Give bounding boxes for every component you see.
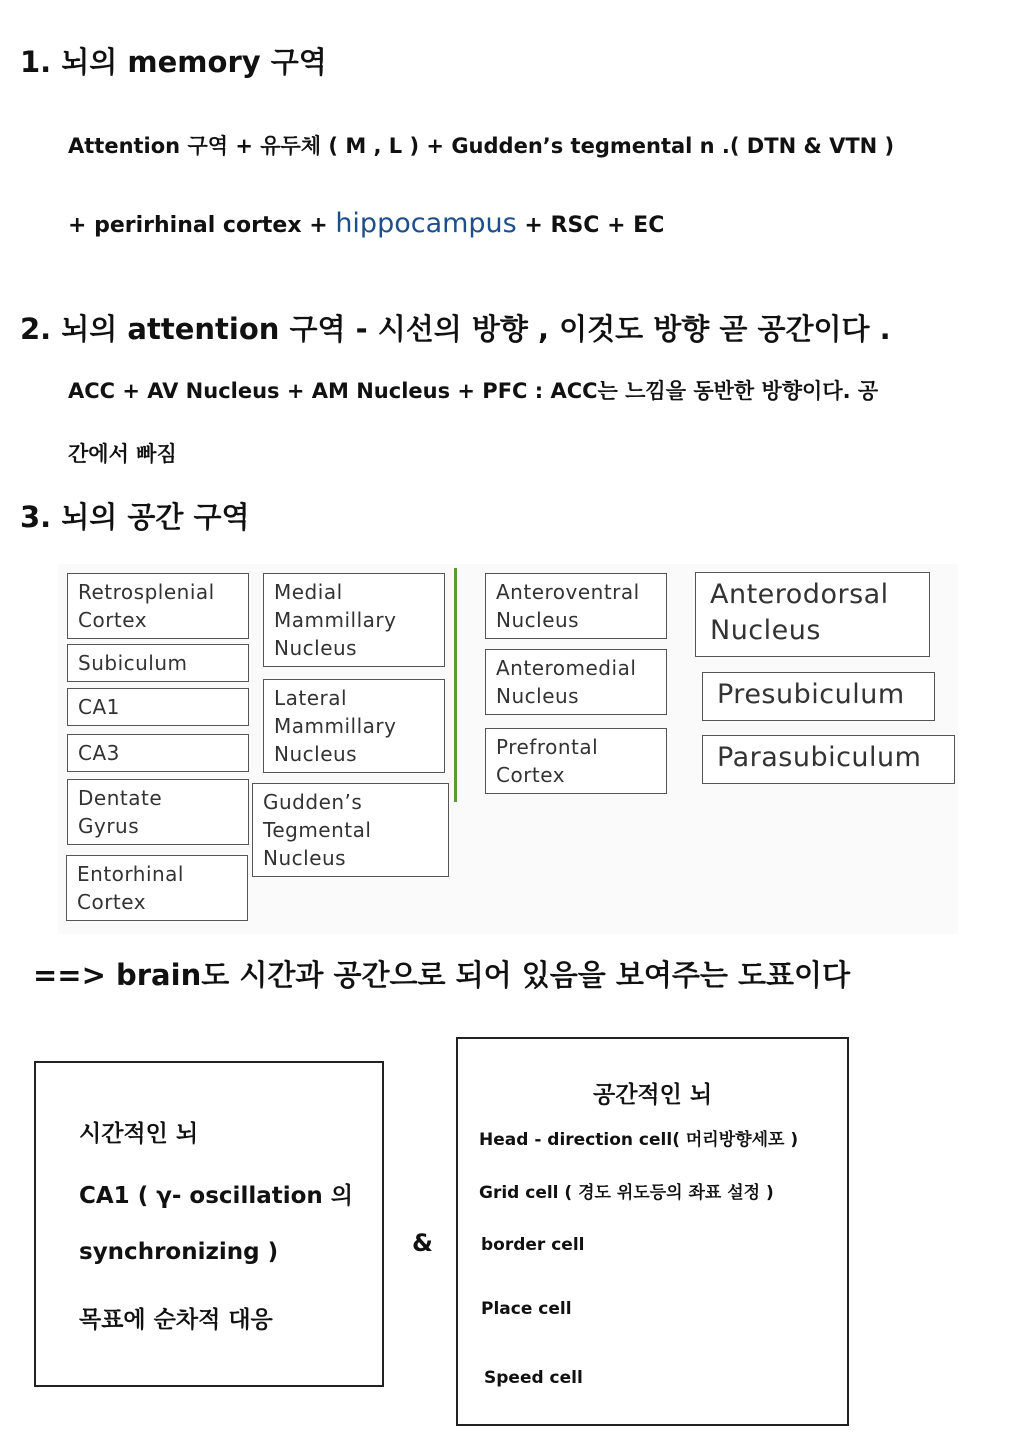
section1-line2-prefix: + perirhinal cortex + xyxy=(68,213,328,238)
box-lateral-mammillary-nucleus: Lateral Mammillary Nucleus xyxy=(263,679,445,773)
conclusion-text: ==> brain도 시간과 공간으로 되어 있음을 보여주는 도표이다 xyxy=(33,958,851,992)
spatial-item-grid-cell: Grid cell ( 경도 위도등의 좌표 설정 ) xyxy=(479,1183,774,1203)
section3-heading: 3. 뇌의 공간 구역 xyxy=(20,500,250,534)
temporal-brain-line2: synchronizing ) xyxy=(79,1239,279,1265)
section1-line2-suffix: + RSC + EC xyxy=(524,213,665,238)
spatial-brain-title: 공간적인 뇌 xyxy=(593,1082,713,1108)
box-anteroventral-nucleus: Anteroventral Nucleus xyxy=(485,573,667,639)
box-guddens-tegmental-nucleus: Gudden’s Tegmental Nucleus xyxy=(252,783,449,877)
box-presubiculum: Presubiculum xyxy=(702,672,935,721)
spatial-brain-box xyxy=(456,1037,849,1426)
section1-line2 xyxy=(68,208,664,239)
box-anterodorsal-nucleus: Anterodorsal Nucleus xyxy=(695,572,930,657)
box-anteromedial-nucleus: Anteromedial Nucleus xyxy=(485,649,667,715)
box-ca3: CA3 xyxy=(67,734,249,772)
diagram-divider-line xyxy=(454,568,457,802)
box-prefrontal-cortex: Prefrontal Cortex xyxy=(485,728,667,794)
temporal-brain-box xyxy=(34,1061,384,1387)
box-medial-mammillary-nucleus: Medial Mammillary Nucleus xyxy=(263,573,445,667)
temporal-brain-line1: CA1 ( γ- oscillation 의 xyxy=(79,1183,354,1209)
ampersand: & xyxy=(412,1229,433,1257)
spatial-item-head-direction: Head - direction cell( 머리방향세포 ) xyxy=(479,1130,799,1150)
box-entorhinal-cortex: Entorhinal Cortex xyxy=(66,855,248,921)
spatial-item-speed-cell: Speed cell xyxy=(484,1368,583,1388)
section2-line1: ACC + AV Nucleus + AM Nucleus + PFC : ACC는 느낌을 동반한 방향이다. 공 xyxy=(68,379,879,403)
temporal-brain-title: 시간적인 뇌 xyxy=(79,1121,199,1147)
section2-line2: 간에서 빠짐 xyxy=(68,442,177,466)
box-parasubiculum: Parasubiculum xyxy=(702,735,955,784)
temporal-brain-line3: 목표에 순차적 대응 xyxy=(79,1307,273,1333)
box-subiculum: Subiculum xyxy=(67,644,249,682)
box-retrosplenial-cortex: Retrosplenial Cortex xyxy=(67,573,249,639)
section2-heading: 2. 뇌의 attention 구역 - 시선의 방향 , 이것도 방향 곧 공간이다 . xyxy=(20,312,891,346)
section1-heading: 1. 뇌의 memory 구역 xyxy=(20,45,327,79)
hippocampus-highlight: hippocampus xyxy=(335,208,517,239)
spatial-item-place-cell: Place cell xyxy=(481,1299,572,1319)
spatial-item-border-cell: border cell xyxy=(481,1235,585,1255)
box-ca1: CA1 xyxy=(67,688,249,726)
section1-line1: Attention 구역 + 유두체 ( M , L ) + Gudden’s tegmental n .( DTN & VTN ) xyxy=(68,134,895,158)
box-dentate-gyrus: Dentate Gyrus xyxy=(67,779,249,845)
